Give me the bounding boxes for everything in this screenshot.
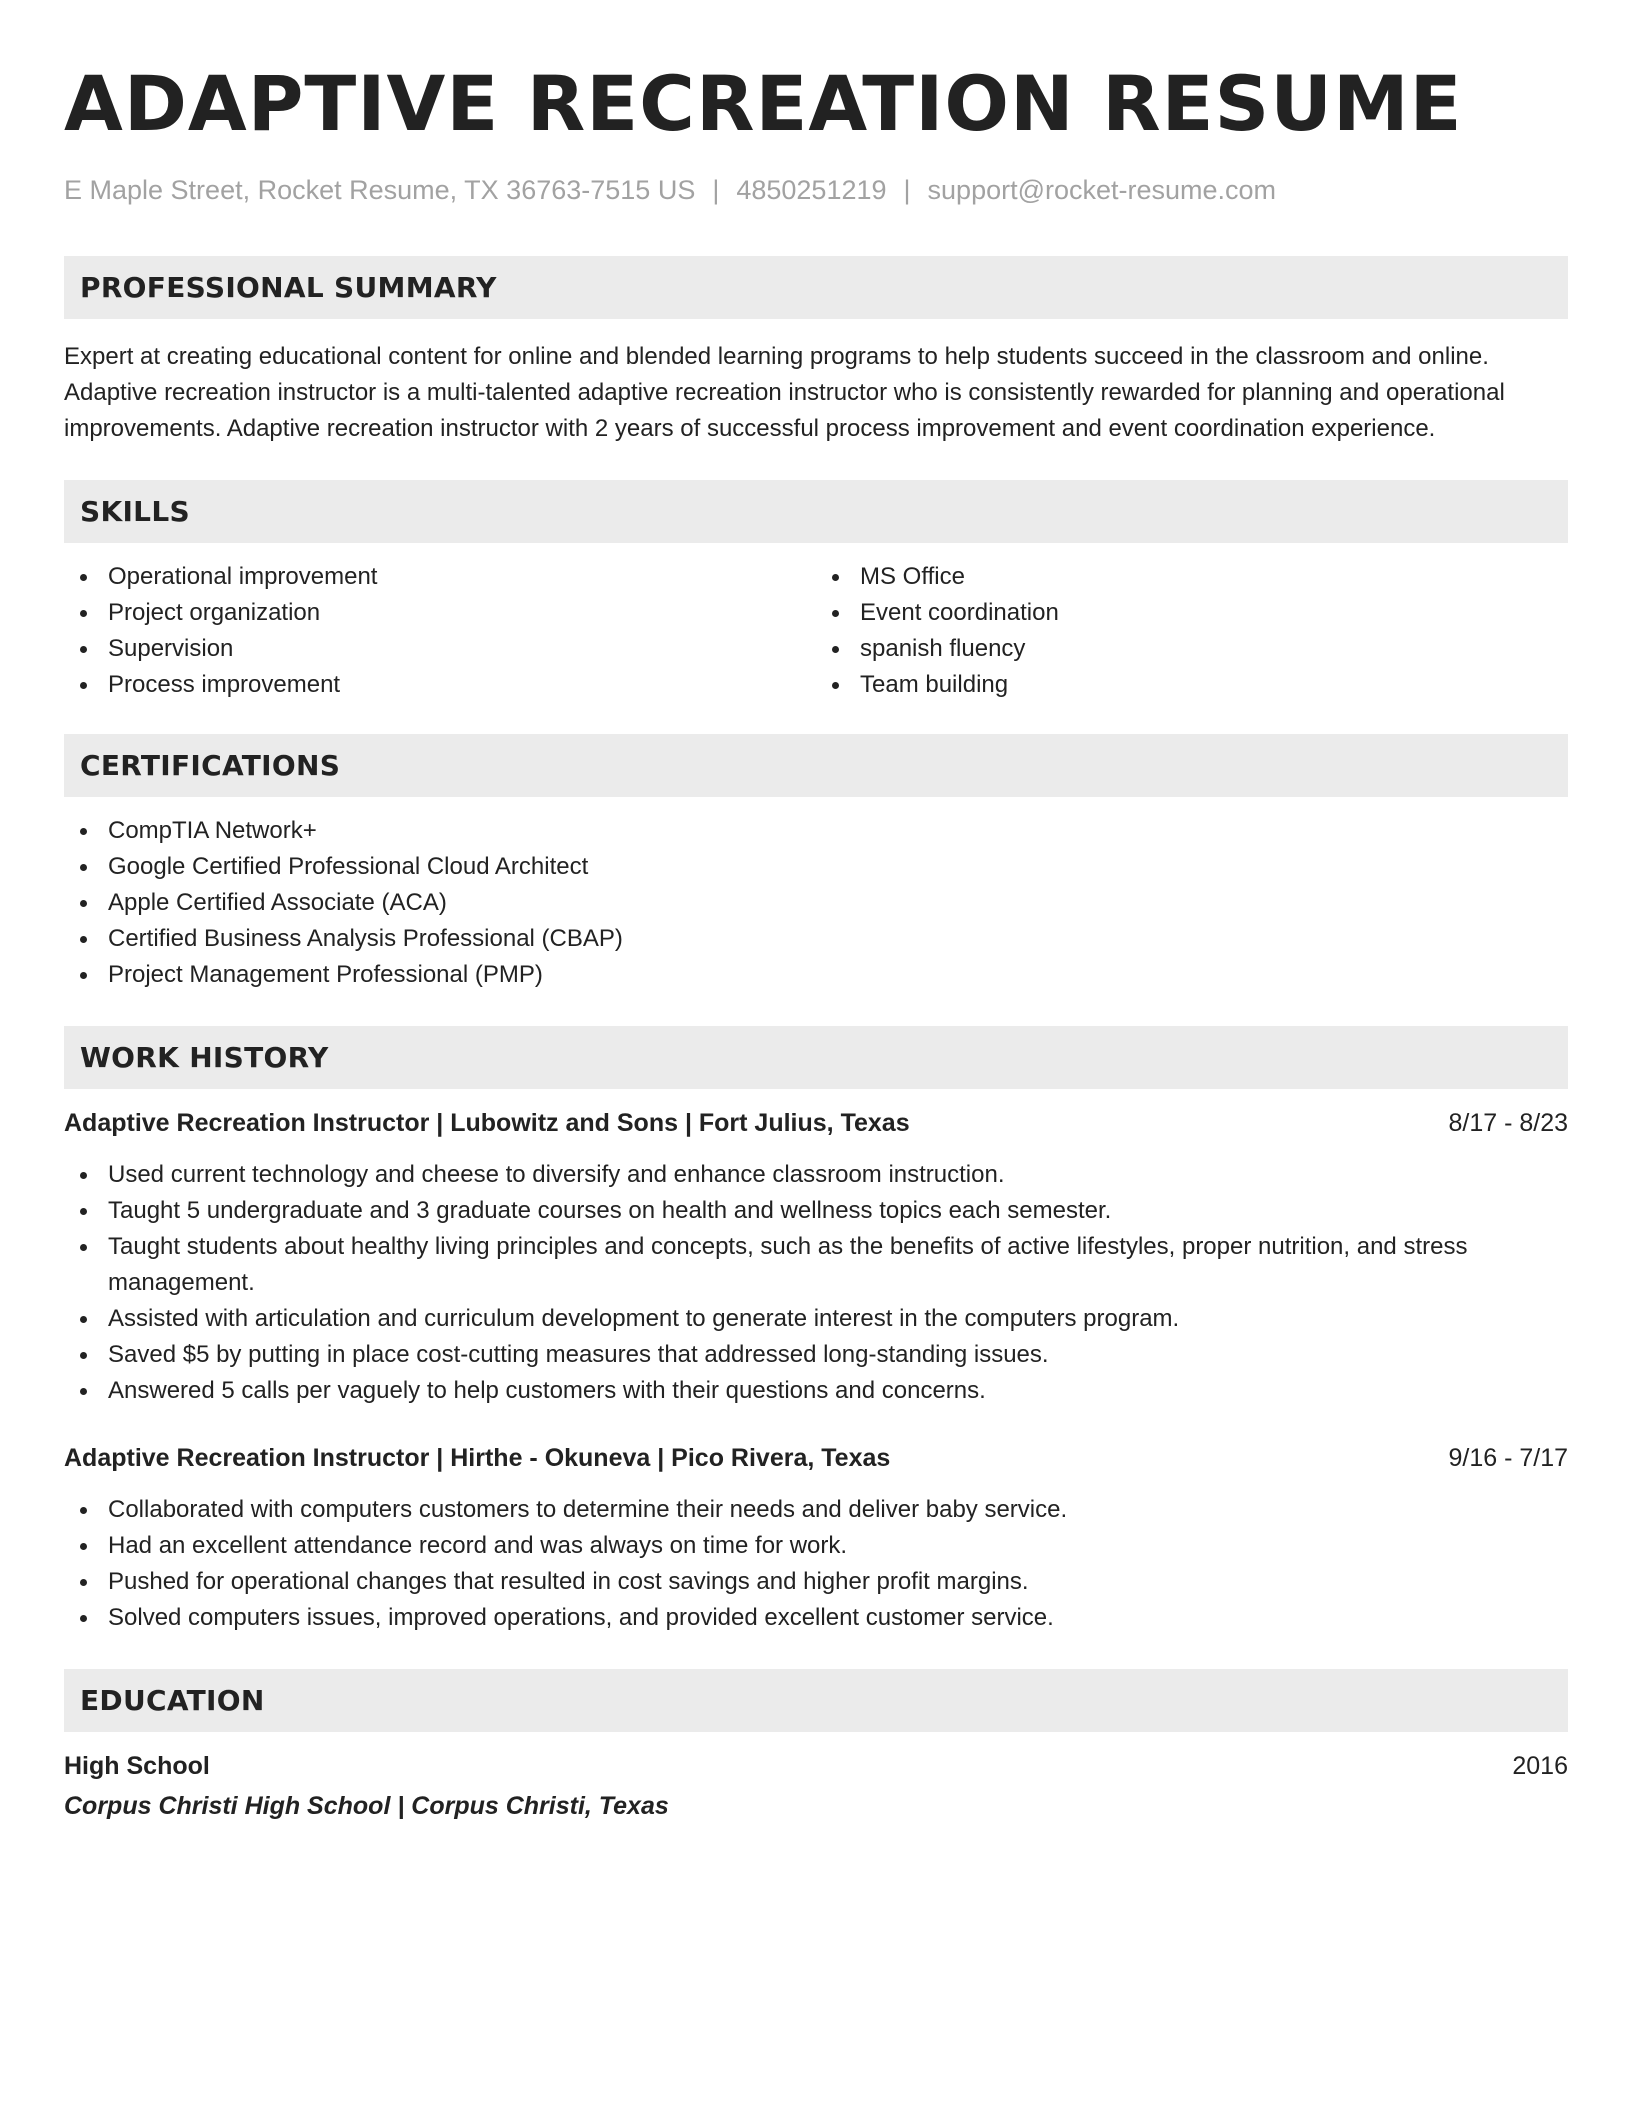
skills-list	[64, 559, 1568, 703]
job-header	[64, 1440, 1568, 1476]
job-title: Adaptive Recreation Instructor | Hirthe - Okuneva | Pico Rivera, Texas	[64, 1444, 891, 1472]
skill-item: Operational improvement	[64, 559, 816, 595]
skill-item: MS Office	[816, 559, 1568, 595]
job-bullet: Solved computers issues, improved operations, and provided excellent customer service.	[64, 1600, 1568, 1636]
education-degree: High School	[64, 1752, 210, 1780]
job-dates: 8/17 - 8/23	[1448, 1109, 1568, 1137]
education-school: Corpus Christi High School | Corpus Christi, Texas	[64, 1792, 669, 1820]
skill-item: Project organization	[64, 595, 816, 631]
certification-item: CompTIA Network+	[64, 813, 1568, 849]
certifications-heading: CERTIFICATIONS	[64, 734, 1568, 797]
skill-item: Process improvement	[64, 667, 816, 703]
contact-email: support@rocket-resume.com	[927, 175, 1277, 205]
skills-column-left	[64, 559, 816, 703]
skills-heading: SKILLS	[64, 480, 1568, 543]
skill-item: Supervision	[64, 631, 816, 667]
contact-separator: |	[903, 175, 911, 205]
job-bullet: Used current technology and cheese to diversify and enhance classroom instruction.	[64, 1157, 1568, 1193]
job-entry	[64, 1105, 1568, 1409]
job-header	[64, 1105, 1568, 1141]
education-heading: EDUCATION	[64, 1669, 1568, 1732]
certifications-list	[64, 813, 1568, 993]
job-bullet: Taught 5 undergraduate and 3 graduate courses on health and wellness topics each semester.	[64, 1193, 1568, 1229]
job-entry	[64, 1440, 1568, 1636]
job-bullets	[64, 1157, 1568, 1409]
job-title: Adaptive Recreation Instructor | Lubowitz and Sons | Fort Julius, Texas	[64, 1109, 910, 1137]
work-history-heading: WORK HISTORY	[64, 1026, 1568, 1089]
education-header	[64, 1748, 1568, 1784]
resume-title: ADAPTIVE RECREATION RESUME	[64, 59, 1463, 148]
job-dates: 9/16 - 7/17	[1448, 1444, 1568, 1472]
certification-item: Google Certified Professional Cloud Architect	[64, 849, 1568, 885]
job-bullet: Taught students about healthy living principles and concepts, such as the benefits of active lifestyles, proper nutrition, and stress management.	[64, 1229, 1568, 1301]
job-bullets	[64, 1492, 1568, 1636]
education-entry	[64, 1748, 1568, 1824]
education-year: 2016	[1512, 1752, 1568, 1780]
job-bullet: Answered 5 calls per vaguely to help customers with their questions and concerns.	[64, 1373, 1568, 1409]
contact-address: E Maple Street, Rocket Resume, TX 36763-7515 US	[64, 175, 696, 205]
job-bullet: Collaborated with computers customers to determine their needs and deliver baby service.	[64, 1492, 1568, 1528]
summary-heading: PROFESSIONAL SUMMARY	[64, 256, 1568, 319]
contact-line	[64, 174, 1568, 206]
skill-item: spanish fluency	[816, 631, 1568, 667]
skill-item: Team building	[816, 667, 1568, 703]
job-bullet: Assisted with articulation and curriculum development to generate interest in the computers program.	[64, 1301, 1568, 1337]
certification-item: Project Management Professional (PMP)	[64, 957, 1568, 993]
skill-item: Event coordination	[816, 595, 1568, 631]
job-bullet: Saved $5 by putting in place cost-cutting measures that addressed long-standing issues.	[64, 1337, 1568, 1373]
contact-separator: |	[712, 175, 720, 205]
job-bullet: Pushed for operational changes that resulted in cost savings and higher profit margins.	[64, 1564, 1568, 1600]
certification-item: Certified Business Analysis Professional (CBAP)	[64, 921, 1568, 957]
skills-column-right	[816, 559, 1568, 703]
summary-text: Expert at creating educational content for online and blended learning programs to help students succeed in the classroom and online. Adaptive recreation instructor is a multi-talented adaptive recreation instructor who is consistently rewarded for planning and operational improvements. Adaptive recreation instructor with 2 years of successful process improvement and event coordination experience.	[64, 343, 1505, 442]
certification-item: Apple Certified Associate (ACA)	[64, 885, 1568, 921]
contact-phone: 4850251219	[736, 175, 887, 205]
job-bullet: Had an excellent attendance record and was always on time for work.	[64, 1528, 1568, 1564]
